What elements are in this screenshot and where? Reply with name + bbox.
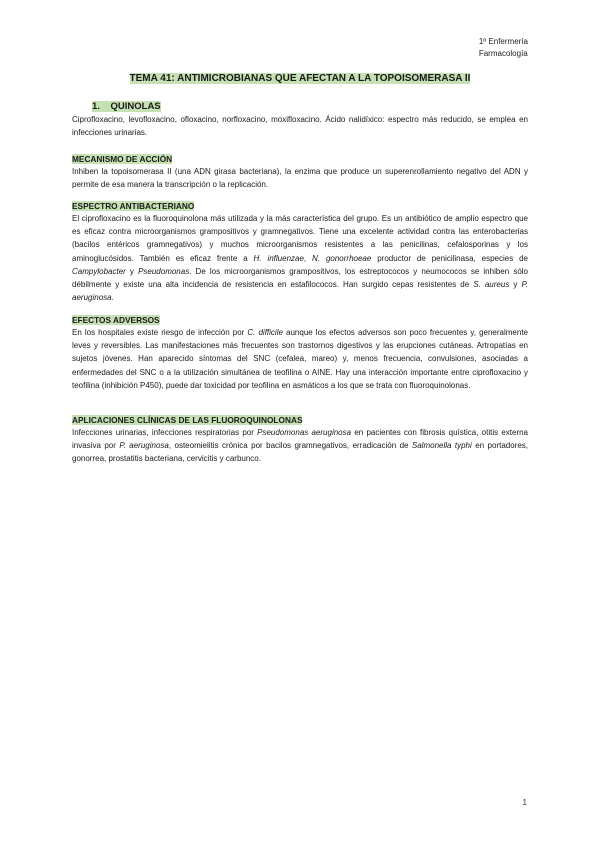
italic-term: N. gonorrhoeae <box>312 253 372 263</box>
page-number: 1 <box>522 798 527 807</box>
italic-term: C. difficile <box>247 328 283 337</box>
text-run: en pacientes con fibrosis quística, otitis externa invasiva por <box>72 428 529 451</box>
subsection-efectos <box>72 314 528 392</box>
text-run: El ciprofloxacino es la fluoroquinolona más utilizada y la más característica del grupo. Es un antibiótico de amplio espectro que es eficaz contra microorganismos grampositivos y gramnegativos. Tiene una excelente actividad contra las enterobacterias (bacilos entéricos gramnegativos) y muchos microorganismos resistentes a las penicilinas, cefalosporinas y los aminoglucósidos. También es eficaz frente a <box>72 214 528 263</box>
italic-term: Pseudomonas aeruginosa <box>257 428 352 437</box>
text-run: aunque los efectos adversos son poco frecuentes y, generalmente leves y reversibles. Las manifestaciones más frecuentes son trastornos digestivos y las erupciones cutáneas. Artropatías en sujetos jóvenes. Han aparecido síntomas del SNC (cefalea, mareo) y, menos frecuencia, convulsiones, asociadas a enfermedades del SNC o a la utilización simultánea de teofilina o AINE. Hay una interacción importante entre ciprofloxacino y teofilina (inhibición P450), puede dar toxicidad por teofilina en asmáticos a los que se trata con fluoroquinolonas. <box>72 328 528 390</box>
subsection-aplicaciones <box>72 414 528 466</box>
text-run: y <box>509 280 522 290</box>
text-run: En los hospitales existe riesgo de infección por <box>72 328 248 337</box>
text-run: , osteomielitis crónica por bacilos gramnegativos, erradicación de <box>168 441 412 451</box>
header-course: 1º Enfermería <box>478 37 528 46</box>
document-title <box>0 73 600 84</box>
text-run: en portadores, gonorrea, prostatitis bacteriana, cervicitis y carbunco. <box>72 441 529 464</box>
subsection-heading <box>72 200 528 212</box>
section-paragraph: Ciprofloxacino, levofloxacino, ofloxacino, norfloxacino, moxifloxacino. Ácido nalidíxico: espectro más reducido, se emplea en infecciones urinarias. <box>72 115 528 138</box>
italic-term: Salmonella typhi <box>411 441 472 451</box>
subsection-mecanismo <box>72 153 528 191</box>
subsection-heading <box>72 414 528 426</box>
subsection-heading-text: ESPECTRO ANTIBACTERIANO <box>72 201 195 211</box>
section-title: QUINOLAS <box>110 101 161 112</box>
subsection-paragraph <box>72 212 528 304</box>
italic-term: Campylobacter <box>72 266 126 276</box>
text-run: , <box>303 253 313 263</box>
italic-term: Pseudomonas <box>138 266 190 276</box>
italic-term: P. aeruginosa <box>119 441 169 451</box>
subsection-heading-text: MECANISMO DE ACCIÓN <box>72 154 173 164</box>
italic-term: S. aureus <box>473 280 510 290</box>
text-run: productor de penicilinasa, especies de <box>371 253 529 263</box>
italic-term: P. aeruginosa <box>72 280 528 303</box>
subsection-paragraph <box>72 426 528 466</box>
header-subject: Farmacología <box>478 49 528 58</box>
text-run: Infecciones urinarias, infecciones respiratorias por <box>72 428 258 437</box>
text-run: y <box>125 266 139 276</box>
document-title-text: TEMA 41: ANTIMICROBIANAS QUE AFECTAN A LA TOPOISOMERASA II <box>129 73 471 84</box>
subsection-heading <box>72 153 528 165</box>
section-heading-highlight <box>92 101 161 112</box>
section-heading <box>72 100 528 113</box>
subsection-heading <box>72 314 528 326</box>
italic-term: H. influenzae <box>253 253 304 263</box>
subsection-paragraph <box>72 326 528 392</box>
text-run: . De los microorganismos grampositivos, los estreptococos y neumococos se inhiben sólo débilmente y existe una alta incidencia de resistencia en estafilococos. Han surgido cepas resistentes de <box>72 266 529 290</box>
subsection-espectro <box>72 200 528 304</box>
subsection-heading-text: EFECTOS ADVERSOS <box>72 315 160 325</box>
page-header <box>479 36 528 60</box>
subsection-paragraph: Inhiben la topoisomerasa II (una ADN girasa bacteriana), la enzima que produce un superenrollamiento negativo del ADN y permite de esa manera la transcripción o la replicación. <box>72 167 528 190</box>
subsection-heading-text: APLICACIONES CLÍNICAS DE LAS FLUOROQUINOLONAS <box>72 415 303 425</box>
section-number: 1. <box>92 101 100 112</box>
text-run: . <box>111 293 114 303</box>
section-quinolas <box>72 100 528 139</box>
